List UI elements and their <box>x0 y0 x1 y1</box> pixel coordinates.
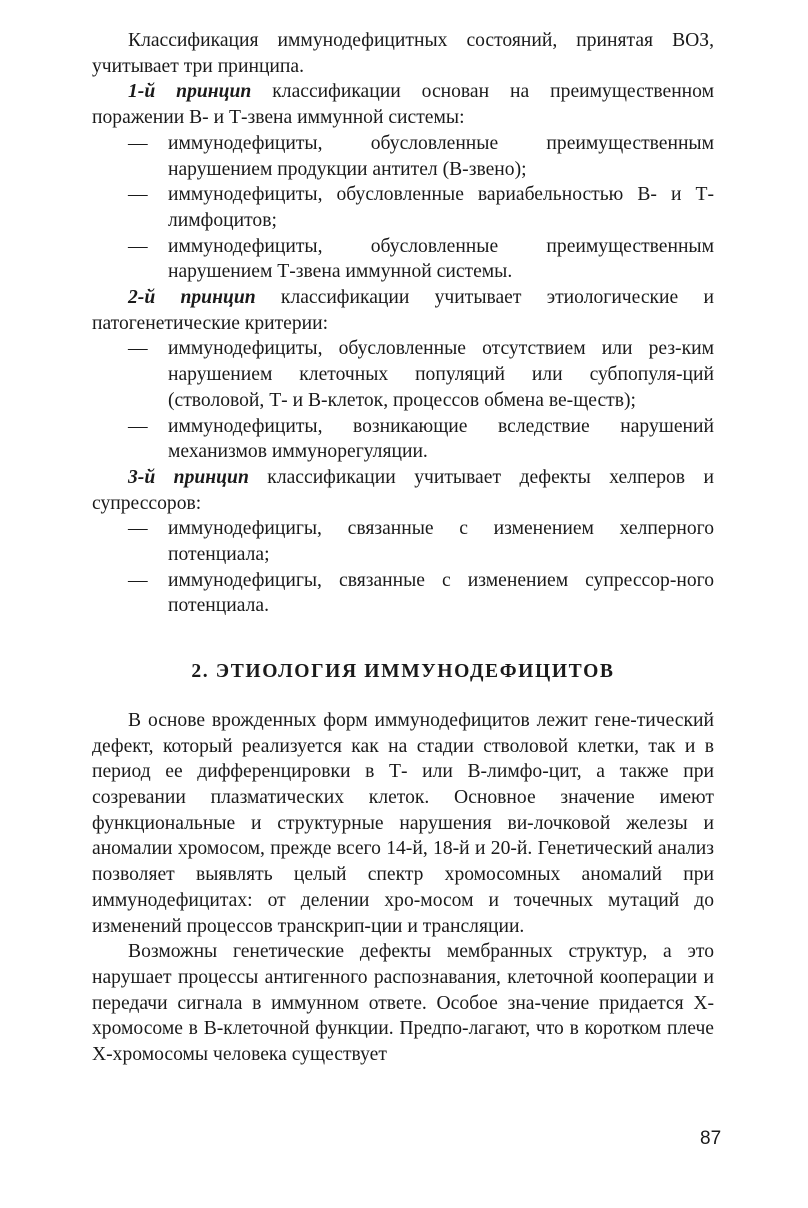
principle-2 <box>92 285 714 465</box>
body-paragraph: В основе врожденных форм иммунодефицитов лежит гене-тический дефект, который реализуется как на стадии стволовой клетки, так и в период ее дифференцировки в Т- или В-лимфо-цит, а также при созревании плазматических клеток. Основное значение имеют функциональные и структурные нарушения ви-лочковой железы и аномалии хромосом, прежде всего 14-й, 18-й и 20-й. Генетический анализ позволяет выявлять целый спектр хромосомных аномалий при иммунодефицитах: от делении хро-мосом и точечных мутаций до изменений процессов транскрип-ции и трансляции. <box>92 709 714 937</box>
principle-heading <box>92 465 714 516</box>
list-item-text: иммунодефициты, возникающие вследствие нарушений механизмов иммунорегуляции. <box>168 415 714 463</box>
dash-bullet: — <box>128 235 148 257</box>
principle-3 <box>92 465 714 619</box>
dash-bullet: — <box>128 184 148 206</box>
principle-heading <box>92 79 714 130</box>
page-number: 87 <box>700 1128 722 1149</box>
body-paragraph: Возможны генетические дефекты мембранных структур, а это нарушает процессы антигенного распознавания, клеточной кооперации и передачи сигнала в иммунном ответе. Особое зна-чение придается Х-хромосоме в В-клеточной функции. Предпо-лагают, что в коротком плече Х-хромосомы человека существует <box>92 941 714 1066</box>
section-title: 2. ЭТИОЛОГИЯ ИММУНОДЕФИЦИТОВ <box>191 661 615 683</box>
dash-bullet: — <box>128 132 148 154</box>
principle-label: 1-й принцип <box>128 81 252 103</box>
dash-bullet: — <box>128 338 148 360</box>
list-item <box>92 182 714 233</box>
list-item-text: иммунодефицигы, связанные с изменением супрессор-ного потенциала. <box>168 569 714 617</box>
list-item-text: иммунодефициты, обусловленные отсутствием или рез-ким нарушением клеточных популяций или субпопуля-ций (стволовой, Т- и В-клеток, процессов обмена ве-ществ); <box>168 338 714 411</box>
page-body <box>92 28 714 1068</box>
list-item <box>92 568 714 619</box>
dash-bullet: — <box>128 569 148 591</box>
principle-text: классификации учитывает этиологические и патогенетические критерии: <box>92 287 714 334</box>
list-item-text: иммунодефициты, обусловленные вариабельностью В- и Т-лимфоцитов; <box>168 184 714 231</box>
dash-bullet: — <box>128 518 148 540</box>
principle-label: 2-й принцип <box>128 287 256 309</box>
list-item <box>92 336 714 413</box>
list-item-text: иммунодефицигы, связанные с изменением хелперного потенциала; <box>168 518 714 566</box>
list-item <box>92 131 714 182</box>
list-item-text: иммунодефициты, обусловленные преимущественным нарушением Т-звена иммунной системы. <box>168 235 714 283</box>
principle-text: классификации учитывает дефекты хелперов и супрессоров: <box>92 466 714 514</box>
intro-paragraph: Классификация иммунодефицитных состояний, принятая ВОЗ, учитывает три принципа. <box>92 30 714 77</box>
list-item <box>92 414 714 465</box>
principle-heading <box>92 285 714 336</box>
list-item <box>92 234 714 285</box>
principle-1 <box>92 79 714 285</box>
principle-text: классификации основан на преимущественном поражении В- и Т-звена иммунной системы: <box>92 81 714 129</box>
principle-label: 3-й принцип <box>128 466 249 488</box>
list-item-text: иммунодефициты, обусловленные преимущественным нарушением продукции антител (В-звено); <box>168 132 714 180</box>
dash-bullet: — <box>128 415 148 437</box>
list-item <box>92 516 714 567</box>
